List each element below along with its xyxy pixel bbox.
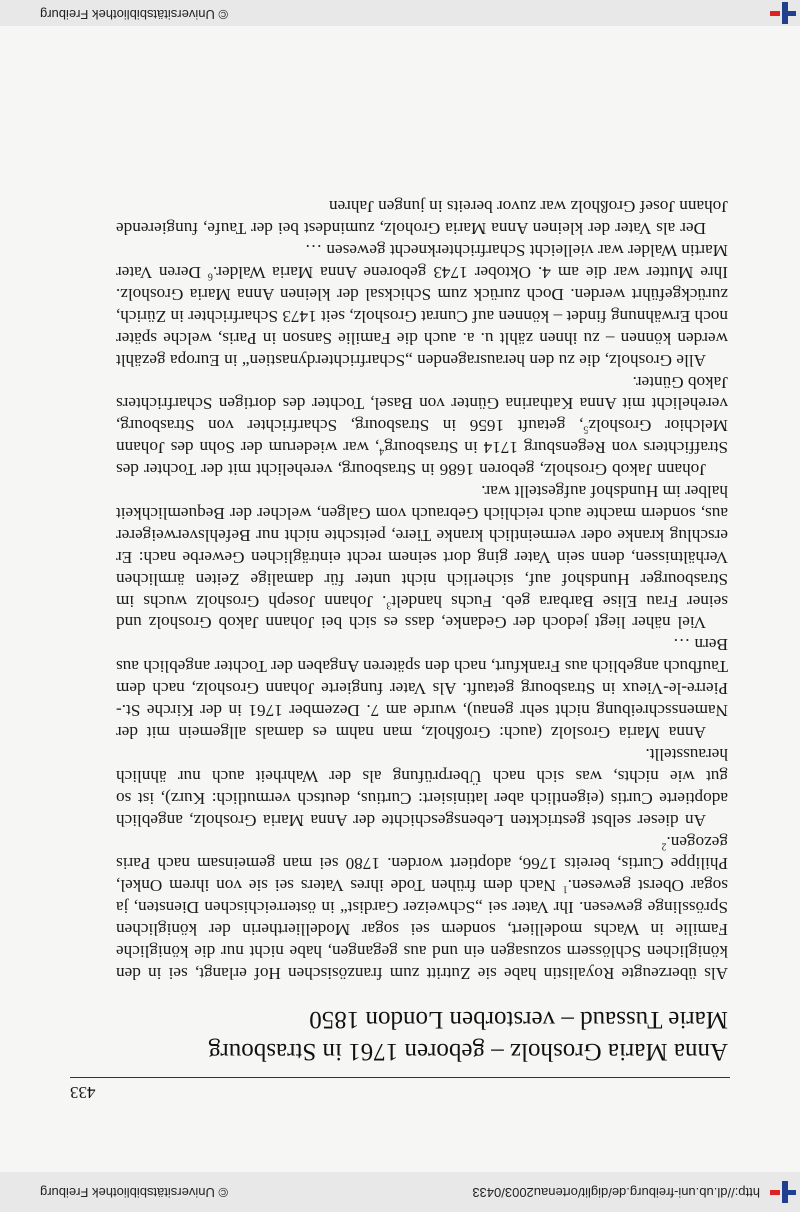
page-number: 433 xyxy=(70,1083,96,1102)
paragraph-6: Alle Grosholz, die zu den herausragenden „Scharfrichterdynastien“ in Europa gezählt werden können – zu ihnen zählt u. a. auch die Familie Sanson in Paris, welche später noch Erwähnung findet – können auf Cunrat Grosholz, seit 1473 Scharfrichter in Zürich, zurückgeführt werden. Doch zurück zum Schicksal der kleinen Anna Maria Grosholz. Ihre Mutter war die am 4. Oktober 1743 geborene Anna Maria Walder.$^6$ Deren Vater Martin Walder war vielleicht Scharfrichterknecht gewesen … xyxy=(116,241,728,370)
paragraph-7: Der als Vater der kleinen Anna Maria Groholz, zumindest bei der Taufe, fungierende Johann Josef Großholz war zuvor bereits in jungen Jahren xyxy=(116,197,728,239)
paragraph-5: Johann Jakob Grosholz, geboren 1686 in Strasbourg, verehelicht mit der Tochter des Straffichters von Regensburg 1714 in Strasbourg$^4$, war wiederum der Sohn des Johann Melchior Grosholz$^5$, getauft 1656 in Strasbourg, Scharfrichter von Strasbourg, verehelicht mit Anna Katharina Günter von Basel, Tochter des dortigen Scharfrichters Jakob Günter. xyxy=(115,372,728,480)
paragraph-1: Als überzeugte Royalistin habe sie Zutritt zum französischen Hof erlangt, sei in den königlichen Schlössern sozusagen ein und aus gegangen, habe nicht nur die königliche Familie in Wachs modelliert, sondern sei sogar Modelliertherin der königlichen Sprösslinge gewesen. Ihr Vater sei „Schweizer Gardist“ in österreichischen Diensten, ja sogar Oberst gewesen.$^1$ Nach dem frühen Tode ihres Vaters sei sie von ihrem Onkel, Philippe Curtis, bereits 1766, adoptiert worden. 1780 sei man gemeinsam nach Paris gezogen.$^2$ xyxy=(115,832,728,983)
paragraph-4: Viel näher liegt jedoch der Gedanke, dass es sich bei Johann Jakob Grosholz und seiner Frau Elise Barbara geb. Fuchs handelt$^3$. Johann Joseph Grosholz wuchs im Strasbourger Hundshof auf, sicherlich nicht unter für damalige Zeiten ärmlichen Verhältnissen, denn sein Vater ging dort seinem recht einträglichen Gewerbe nach: Er erschlug kranke oder vermeintlich kranke Tiere, peitschte nicht nur Befehlsverweigerer aus, sondern machte auch reichlich Gebrauch vom Galgen, welcher der Bequemlichkeit halber im Hundshof aufgestellt war. xyxy=(116,482,728,633)
footnote-ref[interactable]: 1 xyxy=(562,884,568,896)
footnote-ref[interactable]: 2 xyxy=(661,840,667,852)
paragraph-3: Anna Maria Groslolz (auch: Großholz, man nahm es damals allgemein mit der Namensschreibung nicht sehr genau), wurde am 7. Dezember 1761 in der Kirche St.-Pierre-le-Vieux in Strasbourg getauft. Als Vater fungierte Johann Grosholz, nach dem Taufbuch angeblich aus Frankfurt, nach den späteren Angaben der Tochter angeblich aus Bern … xyxy=(116,635,728,743)
title-line-2: Marie Tussaud – verstorben London 1850 xyxy=(309,1006,728,1033)
source-url-link[interactable]: http://dl.ub.uni-freiburg.de/diglit/ortenau2003/0433 xyxy=(472,1185,760,1200)
bottom-info-bar xyxy=(0,0,800,26)
page-header xyxy=(70,1077,730,1102)
article-title xyxy=(68,1003,728,1067)
scanned-page xyxy=(0,26,800,1172)
bottom-logo-icon xyxy=(748,2,796,24)
title-line-1: Anna Maria Grosholz – geboren 1761 in Strasbourg xyxy=(208,1038,728,1065)
bottom-copyright-credit: © Universitätsbibliothek Freiburg xyxy=(40,7,229,22)
footnote-ref[interactable]: 3 xyxy=(386,599,392,611)
footnote-ref[interactable]: 4 xyxy=(379,445,385,457)
top-info-bar xyxy=(0,1172,800,1212)
footnote-ref[interactable]: 6 xyxy=(207,270,213,282)
footnote-ref[interactable]: 5 xyxy=(583,424,589,436)
copyright-credit: © Universitätsbibliothek Freiburg xyxy=(40,1185,229,1200)
article-body xyxy=(116,195,728,984)
paragraph-2: An dieser selbst gestrickten Lebensgeschichte der Anna Maria Grosholz, angeblich adoptierte Curtis (eigentlich aber latinisiert: Curtius, deutsch vermutlich: Kurz), ist so gut wie nichts, was sich nach Überprüfung als der Wahrheit auch nur ähnlich herausstellt. xyxy=(116,744,728,830)
